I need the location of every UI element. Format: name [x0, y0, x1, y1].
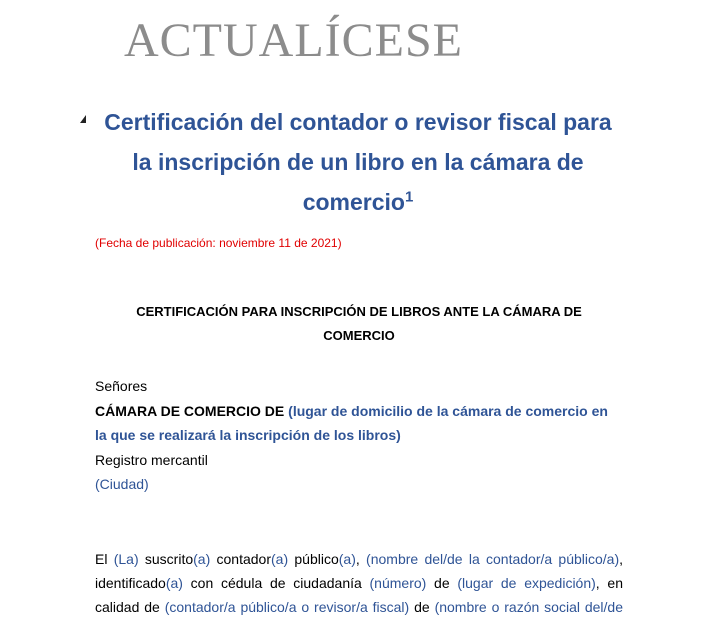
body-text: identificado	[95, 575, 166, 591]
title-line-3	[88, 182, 628, 222]
body-text: con cédula de ciudadanía	[182, 575, 370, 591]
ciudad-placeholder: (Ciudad)	[95, 476, 149, 492]
body-text: de	[426, 575, 458, 591]
body-text: calidad de	[95, 599, 165, 615]
placeholder-text: (lugar de expedición)	[457, 575, 596, 591]
paragraph-line-3	[95, 595, 623, 619]
camara-placeholder: (lugar de domicilio de la cámara de comercio en	[288, 403, 608, 419]
certification-heading-line-2: COMERCIO	[323, 328, 395, 343]
body-text: ,	[619, 551, 624, 567]
body-text: , en	[595, 575, 623, 591]
camara-line-1	[95, 403, 608, 419]
certification-heading-line-1: CERTIFICACIÓN PARA INSCRIPCIÓN DE LIBROS ANTE LA CÁMARA DE	[136, 304, 582, 319]
title-line-3-text: comercio	[302, 189, 405, 215]
body-text: suscrito	[138, 551, 194, 567]
placeholder-text: (a)	[271, 551, 289, 567]
body-text: ,	[355, 551, 367, 567]
camara-placeholder-continued: la que se realizará la inscripción de los libros)	[95, 427, 401, 443]
placeholder-text: (nombre o razón social del/de	[434, 599, 624, 615]
body-text: contador	[210, 551, 271, 567]
title-line-1: Certificación del contador o revisor fiscal para	[104, 109, 612, 135]
salutation: Señores	[95, 378, 148, 394]
certification-paragraph	[95, 547, 623, 619]
footnote-reference-link[interactable]: 1	[404, 188, 414, 206]
paragraph-line-1	[95, 547, 623, 571]
paragraph-line-2	[95, 571, 623, 595]
placeholder-text: (a)	[193, 551, 211, 567]
placeholder-text: (número)	[369, 575, 427, 591]
publication-date: (Fecha de publicación: noviembre 11 de 2021)	[95, 236, 342, 250]
title-line-2: la inscripción de un libro en la cámara de	[132, 149, 584, 175]
body-text: público	[288, 551, 339, 567]
placeholder-text: (La)	[113, 551, 139, 567]
placeholder-text: (a)	[165, 575, 183, 591]
actualicese-logo: ACTUALÍCESE	[124, 14, 463, 67]
body-text: El	[95, 551, 114, 567]
body-text: de	[409, 599, 435, 615]
certification-heading	[95, 300, 623, 348]
document-title	[88, 102, 628, 222]
placeholder-text: (contador/a público/a o revisor/a fiscal)	[164, 599, 410, 615]
camara-label: CÁMARA DE COMERCIO DE	[95, 403, 285, 419]
placeholder-text: (nombre del/de la contador/a público/a)	[366, 551, 620, 567]
placeholder-text: (a)	[338, 551, 356, 567]
collapse-triangle-icon[interactable]	[80, 115, 86, 123]
registro-mercantil: Registro mercantil	[95, 452, 208, 468]
